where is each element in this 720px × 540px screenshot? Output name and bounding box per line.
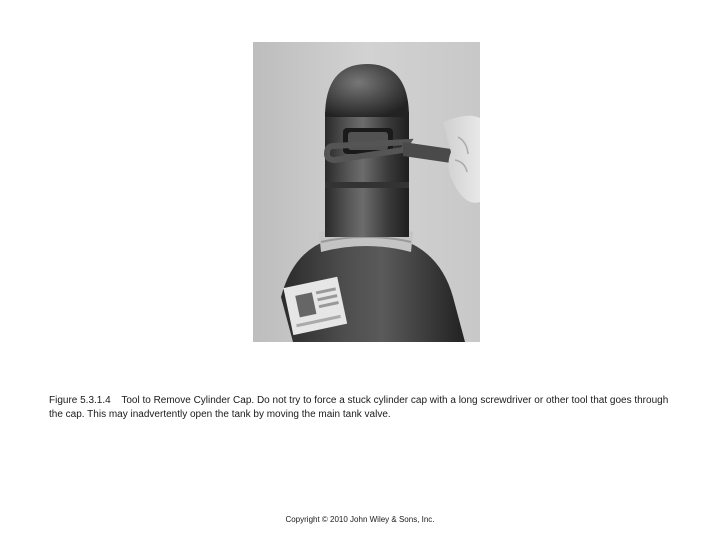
figure-label: Figure 5.3.1.4	[49, 395, 111, 406]
cylinder-photo-illustration	[253, 42, 480, 342]
figure-photo	[253, 42, 480, 342]
figure-caption	[49, 394, 669, 422]
figure-caption-text: Tool to Remove Cylinder Cap. Do not try to force a stuck cylinder cap with a long screwdriver or other tool that goes through the cap. This may inadvertently open the tank by moving the main tank valve.	[49, 395, 669, 420]
copyright-notice: Copyright © 2010 John Wiley & Sons, Inc.	[285, 515, 435, 524]
